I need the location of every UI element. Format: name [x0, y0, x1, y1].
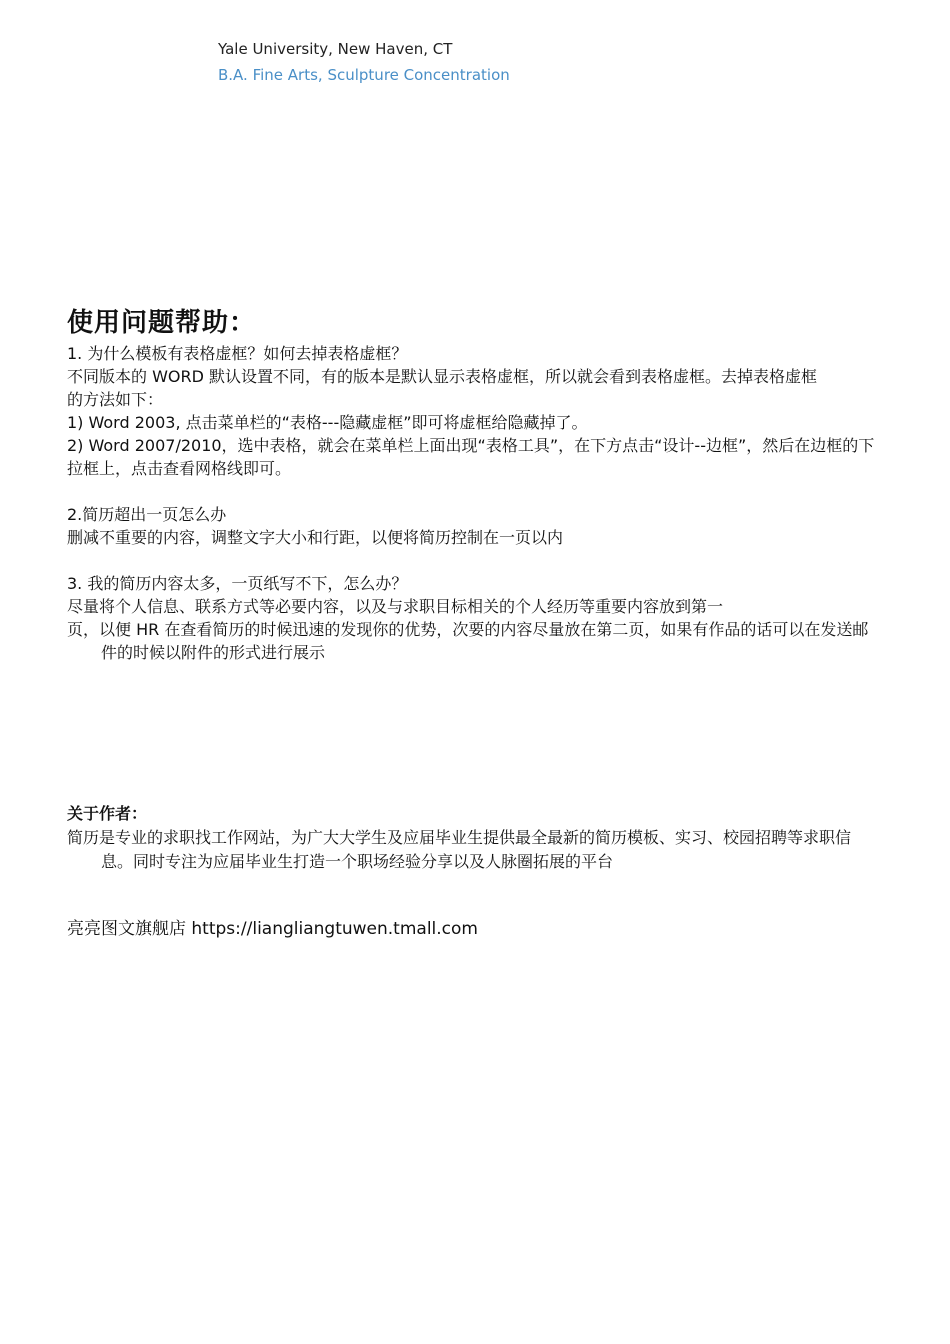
shop-link[interactable]: 亮亮图文旗舰店 https://liangliangtuwen.tmall.com [67, 919, 478, 939]
spacer [67, 549, 882, 572]
spacer [67, 480, 882, 503]
answer-1-step-2: 2) Word 2007/2010，选中表格，就会在菜单栏上面出现“表格工具”，在下方点击“设计--边框”，然后在边框的下拉框上，点击查看网格线即可。 [67, 436, 875, 478]
question-2: 2.简历超出一页怎么办 [67, 505, 227, 524]
answer-3-line-2: 页，以便 HR 在查看简历的时候迅速的发现你的优势，次要的内容尽量放在第二页，如果有作品的话可以在发送邮件的时候以附件的形式进行展示 [67, 620, 869, 662]
author-title: 关于作者： [67, 804, 148, 823]
answer-1-step-1: 1) Word 2003, 点击菜单栏的“表格---隐藏虚框”即可将虚框给隐藏掉了。 [67, 413, 588, 432]
help-section [67, 304, 882, 664]
answer-2: 删减不重要的内容，调整文字大小和行距，以便将简历控制在一页以内 [67, 528, 564, 547]
education-block [218, 36, 510, 88]
author-text: 简历是专业的求职找工作网站，为广大大学生及应届毕业生提供最全最新的简历模板、实习、校园招聘等求职信息。同时专注为应届毕业生打造一个职场经验分享以及人脉圈拓展的平台 [67, 828, 852, 871]
answer-1-line-1: 不同版本的 WORD 默认设置不同，有的版本是默认显示表格虚框，所以就会看到表格虚框。去掉表格虚框 [67, 367, 818, 386]
answer-1-line-2: 的方法如下： [67, 390, 164, 409]
question-3: 3. 我的简历内容太多，一页纸写不下，怎么办？ [67, 574, 408, 593]
answer-3-line-1: 尽量将个人信息、联系方式等必要内容，以及与求职目标相关的个人经历等重要内容放到第一 [67, 597, 724, 616]
school-name: Yale University, New Haven, CT [218, 40, 453, 58]
degree-name: B.A. Fine Arts, Sculpture Concentration [218, 66, 510, 84]
question-1: 1. 为什么模板有表格虚框？如何去掉表格虚框？ [67, 344, 408, 363]
help-title: 使用问题帮助： [67, 308, 257, 338]
author-section [67, 802, 882, 874]
